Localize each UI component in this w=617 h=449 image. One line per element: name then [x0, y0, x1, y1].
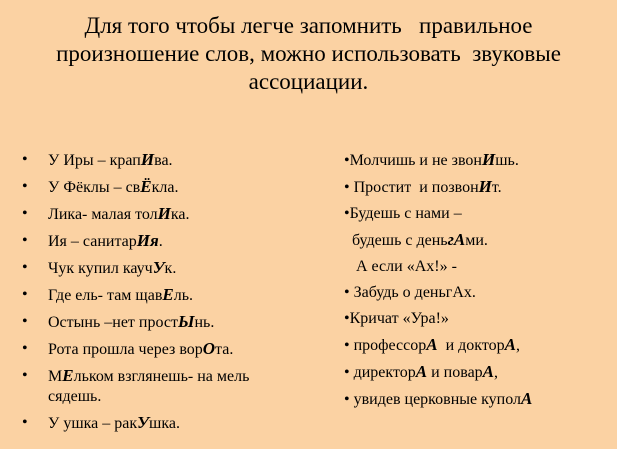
list-item: • МЕльком взглянешь- на мель сядешь.: [22, 366, 322, 407]
list-item: • Забудь о деньгАх.: [344, 284, 476, 301]
list-item: • У ушка – ракУшка.: [22, 413, 322, 434]
title-line-1: Для того чтобы легче запомнить правильное: [84, 13, 533, 38]
left-list: [22, 150, 322, 440]
list-item: • Рота прошла через ворОта.: [22, 339, 322, 360]
list-item: • Простит и позвонИт.: [344, 177, 502, 196]
list-item: • директорА и поварА,: [344, 362, 499, 381]
list-item: • Где ель- там щавЕль.: [22, 285, 322, 306]
list-item: •Молчишь и не звонИшь.: [344, 150, 519, 169]
list-item: • Лика- малая толИка.: [22, 204, 322, 225]
list-item: • увидев церковные куполА: [344, 389, 533, 408]
list-item: • профессорА и докторА,: [344, 335, 520, 354]
list-item: • У Фёклы – свЁкла.: [22, 177, 322, 198]
list-item: • У Иры – крапИва.: [22, 150, 322, 171]
title-line-2: произношение слов, можно использовать звуковые: [56, 41, 561, 66]
list-item: А если «Ах!» -: [344, 258, 457, 275]
list-item: будешь с деньгАми.: [344, 230, 488, 249]
slide-title: [10, 12, 607, 96]
list-item: •Будешь с нами –: [344, 205, 462, 222]
list-item: • Остынь –нет простЫнь.: [22, 312, 322, 333]
list-item: •Кричат «Ура!»: [344, 310, 449, 327]
right-list: [344, 150, 614, 416]
title-line-3: ассоциации.: [248, 69, 369, 94]
list-item: • Чук купил каучУк.: [22, 258, 322, 279]
list-item: • Ия – санитарИя.: [22, 231, 322, 252]
